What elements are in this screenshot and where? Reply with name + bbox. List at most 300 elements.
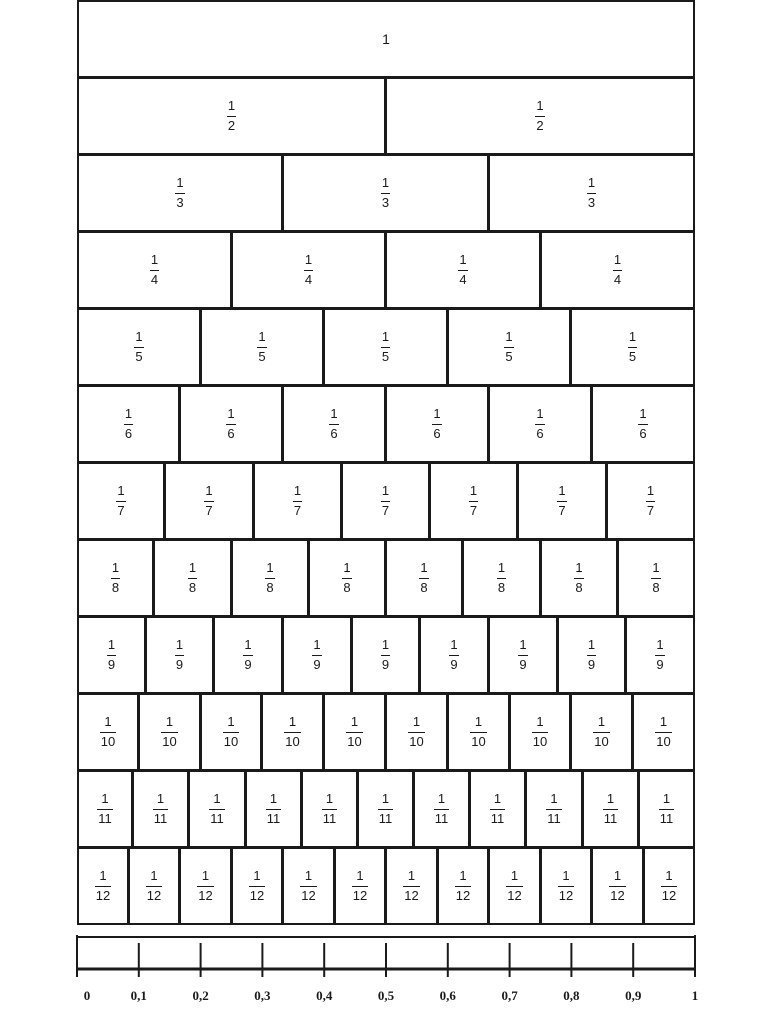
- denominator: 9: [381, 656, 390, 672]
- fraction-label: [490, 792, 506, 826]
- denominator: 8: [497, 579, 506, 595]
- fraction-label: [661, 869, 677, 903]
- fraction-piece: [385, 77, 695, 155]
- fraction-label: [300, 869, 316, 903]
- wall-row-4: [77, 231, 695, 309]
- wall-row-11: [77, 770, 695, 848]
- wall-row-3: [77, 154, 695, 232]
- numerator: 1: [652, 560, 660, 576]
- fraction-label: [134, 330, 143, 364]
- denominator: 9: [450, 656, 458, 672]
- numerator: 1: [213, 791, 221, 807]
- denominator: 12: [661, 887, 677, 903]
- wall-row-7: [77, 462, 695, 540]
- tick-label: 0,6: [439, 988, 456, 1003]
- fraction-label: [574, 561, 583, 595]
- wall-row-12: [77, 847, 695, 925]
- fraction-bar: [518, 655, 527, 656]
- fraction-label: [100, 715, 116, 749]
- fraction-label: [197, 869, 213, 903]
- fraction-bar: [322, 809, 338, 810]
- fraction-piece: [132, 770, 189, 848]
- fraction-label: [587, 176, 596, 210]
- fraction-piece: [351, 616, 420, 694]
- numerator: 1: [244, 637, 252, 653]
- denominator: 12: [198, 887, 213, 903]
- fraction-label: [403, 869, 419, 903]
- fraction-label: [209, 792, 225, 826]
- fraction-bar: [557, 501, 566, 502]
- fraction-bar: [490, 809, 506, 810]
- numerator: 1: [165, 714, 174, 730]
- fraction-piece: [419, 616, 489, 694]
- numerator: 1: [474, 714, 483, 730]
- numerator: 1: [587, 637, 596, 653]
- denominator: 8: [188, 579, 197, 595]
- fraction-piece: [341, 462, 430, 540]
- numerator: 1: [304, 252, 313, 268]
- numerator: 1: [639, 406, 647, 422]
- fraction-piece: [570, 308, 695, 386]
- denominator: 8: [343, 579, 351, 595]
- numerator: 1: [350, 714, 359, 730]
- fraction-bar: [434, 809, 450, 810]
- fraction-piece: [153, 539, 232, 617]
- fraction-piece: [77, 539, 154, 617]
- denominator: 12: [455, 887, 471, 903]
- fraction-bar: [100, 732, 116, 733]
- numerator: 1: [407, 868, 416, 884]
- denominator: 11: [490, 810, 505, 826]
- fraction-label: [434, 792, 450, 826]
- denominator: 6: [536, 425, 544, 441]
- fraction-label: [153, 792, 169, 826]
- denominator: 7: [381, 502, 390, 518]
- numerator: 1: [550, 791, 558, 807]
- fraction-piece: [282, 616, 352, 694]
- denominator: 4: [459, 271, 467, 287]
- numerator: 1: [111, 560, 120, 576]
- fraction-piece: [179, 847, 232, 925]
- numerator: 1: [266, 560, 274, 576]
- denominator: 10: [162, 733, 177, 749]
- denominator: 11: [378, 810, 393, 826]
- denominator: 3: [381, 194, 390, 210]
- fraction-label: [381, 638, 390, 672]
- fraction-piece: [213, 616, 283, 694]
- fraction-piece: [469, 770, 526, 848]
- fraction-label: [613, 253, 622, 287]
- fraction-bar: [381, 193, 390, 194]
- numerator: 1: [325, 791, 334, 807]
- fraction-bar: [161, 732, 177, 733]
- fraction-bar: [381, 655, 390, 656]
- fraction-piece: [188, 770, 246, 848]
- denominator: 7: [646, 502, 655, 518]
- numerator: 1: [227, 714, 235, 730]
- numerator: 1: [536, 98, 544, 114]
- numerator: 1: [313, 637, 321, 653]
- numerator: 1: [253, 868, 261, 884]
- fraction-bar: [197, 886, 213, 887]
- fraction-bar: [150, 270, 159, 271]
- fraction-bar: [204, 501, 213, 502]
- fraction-bar: [153, 809, 169, 810]
- numerator: 1: [597, 714, 606, 730]
- denominator: 12: [558, 887, 574, 903]
- fraction-bar: [470, 732, 486, 733]
- fraction-piece: [200, 308, 324, 386]
- fraction-piece: [638, 770, 695, 848]
- denominator: 10: [223, 733, 239, 749]
- fraction-bar: [587, 193, 596, 194]
- tick-label: 0: [83, 988, 91, 1003]
- fraction-piece: [308, 539, 386, 617]
- denominator: 6: [124, 425, 133, 441]
- fraction-label: [175, 176, 184, 210]
- denominator: 10: [594, 733, 609, 749]
- numerator: 1: [665, 868, 673, 884]
- fraction-label: [346, 715, 362, 749]
- fraction-piece: [540, 231, 695, 309]
- fraction-piece: [509, 693, 571, 771]
- numerator: 1: [381, 483, 390, 499]
- denominator: 9: [175, 656, 184, 672]
- denominator: 9: [313, 656, 321, 672]
- fraction-piece: [540, 539, 618, 617]
- fraction-bar: [504, 347, 513, 348]
- denominator: 4: [613, 271, 622, 287]
- numerator: 1: [613, 252, 622, 268]
- numerator: 1: [99, 868, 107, 884]
- fraction-bar: [346, 732, 362, 733]
- denominator: 5: [505, 348, 513, 364]
- denominator: 10: [285, 733, 300, 749]
- denominator: 9: [244, 656, 252, 672]
- fraction-bar: [329, 424, 338, 425]
- numerator: 1: [459, 252, 467, 268]
- fraction-label: [419, 561, 428, 595]
- numerator: 1: [107, 637, 116, 653]
- denominator: 7: [293, 502, 302, 518]
- fraction-label: [188, 561, 197, 595]
- tick-label: 0,3: [254, 988, 271, 1003]
- denominator: 12: [507, 887, 522, 903]
- denominator: 11: [153, 810, 168, 826]
- fraction-bar: [352, 886, 368, 887]
- fraction-piece: [385, 539, 463, 617]
- numerator: 1: [150, 868, 158, 884]
- fraction-label: [265, 561, 274, 595]
- numerator: 1: [575, 560, 583, 576]
- fraction-piece: [164, 462, 254, 540]
- denominator: 11: [98, 810, 112, 826]
- numerator: 1: [258, 329, 266, 345]
- fraction-label: [497, 561, 506, 595]
- fraction-label: [257, 330, 266, 364]
- fraction-label: [378, 792, 394, 826]
- fraction-bar: [497, 578, 506, 579]
- fraction-bar: [655, 655, 664, 656]
- fraction-label: [223, 715, 239, 749]
- fraction-piece: [77, 77, 386, 155]
- denominator: 12: [301, 887, 316, 903]
- numerator: 1: [469, 483, 478, 499]
- fraction-label: [150, 253, 159, 287]
- denominator: 7: [117, 502, 125, 518]
- fraction-label: [175, 638, 184, 672]
- fraction-bar: [532, 732, 548, 733]
- fraction-label: [161, 715, 177, 749]
- denominator: 11: [659, 810, 674, 826]
- denominator: 10: [471, 733, 486, 749]
- fraction-bar: [223, 732, 239, 733]
- wall-row-8: [77, 539, 695, 617]
- fraction-bar: [95, 886, 111, 887]
- numerator: 1: [288, 714, 297, 730]
- fraction-piece: [557, 616, 626, 694]
- fraction-label: [469, 484, 478, 518]
- wall-row-1: [77, 0, 695, 78]
- numerator: 1: [175, 637, 184, 653]
- fraction-bar: [609, 886, 625, 887]
- denominator: 11: [210, 810, 224, 826]
- fraction-label: [518, 638, 527, 672]
- fraction-label: [593, 715, 609, 749]
- fraction-bar: [175, 193, 184, 194]
- fraction-label: [655, 715, 671, 749]
- fraction-piece: [261, 693, 324, 771]
- numerator: 1: [381, 791, 390, 807]
- denominator: 10: [409, 733, 424, 749]
- denominator: 11: [547, 810, 561, 826]
- denominator: 3: [176, 194, 184, 210]
- fraction-label: [243, 638, 252, 672]
- fraction-piece: [357, 770, 414, 848]
- fraction-label: [646, 484, 655, 518]
- fraction-bar: [134, 347, 143, 348]
- fraction-label: [558, 869, 574, 903]
- numerator: 1: [420, 560, 428, 576]
- fraction-bar: [587, 655, 596, 656]
- fraction-piece: [385, 385, 489, 463]
- fraction-piece: [488, 385, 592, 463]
- numerator: 1: [659, 714, 668, 730]
- fraction-label: [249, 869, 265, 903]
- denominator: 6: [330, 425, 338, 441]
- fraction-piece: [447, 308, 571, 386]
- denominator: 5: [258, 348, 266, 364]
- fraction-label: [124, 407, 133, 441]
- fraction-bar: [257, 347, 266, 348]
- fraction-label: [322, 792, 338, 826]
- fraction-bar: [381, 347, 390, 348]
- fraction-label: [655, 638, 664, 672]
- denominator: 8: [420, 579, 428, 595]
- numerator: 1: [606, 791, 615, 807]
- fraction-piece: [517, 462, 607, 540]
- fraction-bar: [455, 886, 471, 887]
- fraction-bar: [107, 655, 116, 656]
- tick-label: 0,2: [192, 988, 209, 1003]
- denominator: 12: [352, 887, 368, 903]
- fraction-label: [111, 561, 120, 595]
- denominator: 8: [575, 579, 583, 595]
- fraction-label: [408, 715, 424, 749]
- fraction-piece: [632, 693, 695, 771]
- fraction-bar: [659, 809, 675, 810]
- fraction-piece: [77, 154, 283, 232]
- fraction-bar: [226, 424, 235, 425]
- fraction-label: [449, 638, 458, 672]
- fraction-label: [651, 561, 660, 595]
- denominator: 2: [536, 117, 544, 133]
- fraction-piece: [606, 462, 695, 540]
- numerator: 1: [536, 714, 544, 730]
- wall-row-10: [77, 693, 695, 771]
- fraction-piece: [570, 693, 633, 771]
- fraction-bar: [381, 501, 390, 502]
- fraction-piece: [625, 616, 695, 694]
- fraction-bar: [116, 501, 125, 502]
- fraction-bar: [469, 501, 478, 502]
- fraction-bar: [284, 732, 300, 733]
- fraction-piece: [231, 847, 283, 925]
- fraction-label: [609, 869, 625, 903]
- fraction-bar: [249, 886, 265, 887]
- fraction-bar: [403, 886, 419, 887]
- fraction-label: [329, 407, 338, 441]
- fraction-piece: [488, 154, 695, 232]
- denominator: 9: [107, 656, 116, 672]
- numerator: 1: [381, 329, 390, 345]
- numerator: 1: [381, 175, 390, 191]
- fraction-label: [557, 484, 566, 518]
- denominator: 10: [532, 733, 548, 749]
- fraction-label: [535, 99, 544, 133]
- numerator: 1: [356, 868, 364, 884]
- fraction-label: [381, 330, 390, 364]
- fraction-bar: [419, 578, 428, 579]
- fraction-bar: [593, 732, 609, 733]
- fraction-bar: [458, 270, 467, 271]
- fraction-piece: [323, 308, 448, 386]
- denominator: 4: [150, 271, 159, 287]
- fraction-piece: [301, 770, 358, 848]
- numerator: 1: [493, 791, 502, 807]
- fraction-bar: [651, 578, 660, 579]
- denominator: 7: [558, 502, 566, 518]
- fraction-piece: [462, 539, 541, 617]
- fraction-piece: [138, 693, 201, 771]
- fraction-piece: [323, 693, 386, 771]
- numerator: 1: [188, 560, 197, 576]
- fraction-bar: [628, 347, 637, 348]
- fraction-piece: [77, 231, 232, 309]
- numerator: 1: [510, 868, 519, 884]
- fraction-piece: [77, 616, 146, 694]
- fraction-bar: [124, 424, 133, 425]
- numerator: 1: [343, 560, 351, 576]
- fraction-label: [506, 869, 522, 903]
- numerator: 1: [412, 714, 421, 730]
- fraction-piece: [540, 847, 592, 925]
- fraction-bar: [111, 578, 120, 579]
- numerator: 1: [201, 868, 210, 884]
- numerator: 1: [135, 329, 143, 345]
- numerator: 1: [450, 637, 458, 653]
- fraction-bar: [655, 732, 671, 733]
- fraction-bar: [243, 655, 252, 656]
- fraction-bar: [613, 270, 622, 271]
- fraction-label: [470, 715, 486, 749]
- denominator: 6: [433, 425, 441, 441]
- fraction-label: [312, 638, 321, 672]
- tick-label: 0,1: [130, 988, 147, 1003]
- numerator: 1: [536, 406, 544, 422]
- denominator: 10: [347, 733, 362, 749]
- fraction-bar: [506, 886, 522, 887]
- fraction-piece: [582, 770, 639, 848]
- numerator: 1: [205, 483, 213, 499]
- fraction-piece: [253, 462, 342, 540]
- denominator: 2: [227, 117, 236, 133]
- denominator: 10: [100, 733, 116, 749]
- fraction-piece: [385, 847, 438, 925]
- denominator: 12: [146, 887, 162, 903]
- fraction-piece: [77, 770, 133, 848]
- denominator: 10: [656, 733, 671, 749]
- denominator: 5: [381, 348, 390, 364]
- fraction-piece: [77, 0, 695, 78]
- denominator: 8: [111, 579, 120, 595]
- denominator: 8: [266, 579, 274, 595]
- fraction-piece: [525, 770, 583, 848]
- denominator: 7: [469, 502, 478, 518]
- fraction-label: [432, 407, 441, 441]
- fraction-bar: [293, 501, 302, 502]
- numerator: 1: [117, 483, 125, 499]
- numerator: 1: [104, 714, 112, 730]
- fraction-bar: [209, 809, 225, 810]
- fraction-bar: [266, 809, 282, 810]
- fraction-piece: [77, 308, 201, 386]
- wall-row-6: [77, 385, 695, 463]
- fraction-label: [146, 869, 162, 903]
- fraction-piece: [282, 385, 386, 463]
- fraction-piece: [385, 693, 448, 771]
- fraction-piece: [282, 847, 335, 925]
- fraction-label: [638, 407, 647, 441]
- fraction-label: [204, 484, 213, 518]
- fraction-label: [226, 407, 235, 441]
- fraction-label: [352, 869, 368, 903]
- denominator: 6: [227, 425, 235, 441]
- denominator: 3: [587, 194, 596, 210]
- fraction-bar: [603, 809, 619, 810]
- fraction-label: [342, 561, 351, 595]
- tick-label: 0,4: [316, 988, 333, 1003]
- denominator: 5: [628, 348, 637, 364]
- fraction-label: [535, 407, 544, 441]
- fraction-bar: [312, 655, 321, 656]
- numerator: 1: [505, 329, 513, 345]
- fraction-label: [458, 253, 467, 287]
- fraction-piece: [429, 462, 518, 540]
- numerator: 1: [293, 483, 302, 499]
- fraction-piece: [179, 385, 283, 463]
- numerator: 1: [227, 406, 235, 422]
